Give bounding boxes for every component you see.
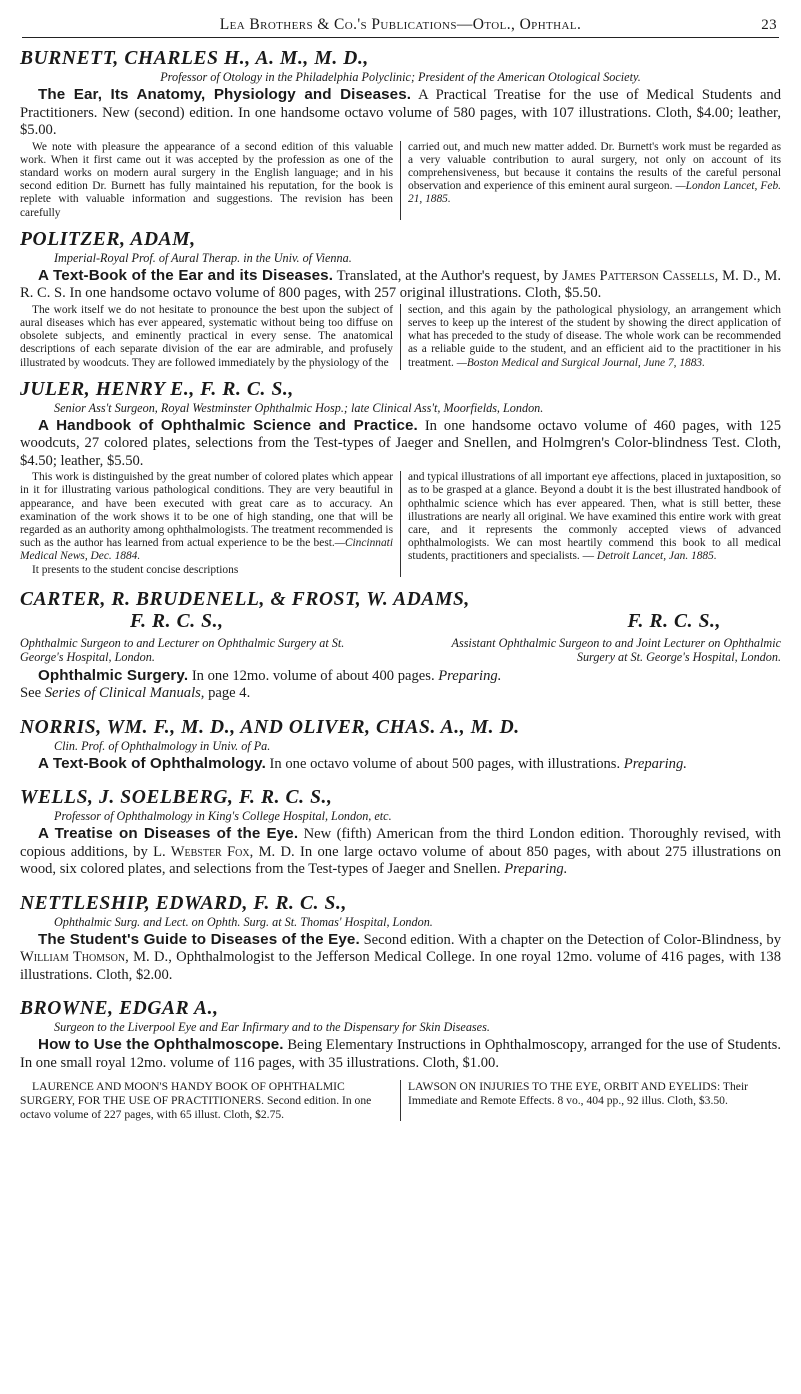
author-name: BURNETT, CHARLES H., A. M., M. D., bbox=[20, 48, 369, 69]
author-name: NETTLESHIP, EDWARD, F. R. C. S., bbox=[20, 892, 347, 914]
book-details: In one 12mo. volume of about 400 pages. bbox=[191, 667, 435, 684]
listing-laurence-moon bbox=[20, 1080, 401, 1121]
review-columns bbox=[20, 471, 781, 577]
book-description bbox=[20, 755, 781, 774]
author-credentials bbox=[20, 636, 781, 665]
reviser-name: L. Webster Fox, bbox=[153, 843, 254, 860]
book-details: In one handsome octavo volume of 460 pages, with 125 woodcuts, 27 colored plates, selections from the Test-types of Jaeger and Snellen, and Holmgren's Color-blindness Test. Cloth, $4.50; leather, $5.50. bbox=[20, 417, 782, 469]
book-details: In one octavo volume of about 500 pages, with illustrations. bbox=[269, 755, 621, 772]
see-also-a: See bbox=[20, 685, 42, 702]
entry-wells bbox=[20, 787, 781, 879]
review-right bbox=[401, 141, 781, 220]
book-details-a: New (fifth) American from the third London edition. Thoroughly revised, with copious additions, by bbox=[20, 826, 781, 860]
book-details-a: Second edition. With a chapter on the Detection of Color-Blindness, by bbox=[363, 931, 781, 948]
book-title: Ophthalmic Surgery. bbox=[38, 666, 189, 684]
author-degrees bbox=[20, 611, 781, 633]
listing-details: Second edition. In one octavo volume of 227 pages, with 65 illust. Cloth, $2.75. bbox=[20, 1093, 372, 1121]
book-title: The Student's Guide to Diseases of the Eye. bbox=[38, 930, 360, 948]
review-left-text: This work is distinguished by the great number of colored plates which appear in it for illustrating various pathological conditions. They are very beautiful in appearance, and have been executed with great care as to accuracy. An examination of the work shows it to be one of high standing, one that will be regarded as an authority among ophthalmologists. The treatment recommended is such as the author has learned from actual experience to be the best. bbox=[20, 471, 393, 550]
book-details: Being Elementary Instructions in Ophthalmoscopy, arranged for the use of Students. In one small royal 12mo. volume of 116 pages, with 35 illustrations. Cloth, $1.00. bbox=[20, 1037, 781, 1071]
listing-details: Their Immediate and Remote Effects. 8 vo., 404 pp., 92 illus. Cloth, $3.50. bbox=[408, 1080, 749, 1107]
publication-status: Preparing. bbox=[623, 755, 687, 772]
author-name: BROWNE, EDGAR A., bbox=[20, 998, 219, 1020]
book-details-b: M. D., M. R. C. S. In one handsome octavo volume of 800 pages, with 257 original illustrations. Cloth, $5.50. bbox=[20, 267, 781, 302]
review-source: —Cincinnati Medical News, Dec. 1884. bbox=[20, 537, 393, 563]
book-description bbox=[20, 825, 781, 879]
credentials-left: Ophthalmic Surgeon to and Lecturer on Ophthalmic Surgery at St. George's Hospital, London. bbox=[20, 635, 345, 665]
author-name: WELLS, J. SOELBERG, F. R. C. S., bbox=[20, 787, 333, 809]
entry-norris-oliver bbox=[20, 717, 781, 774]
running-head bbox=[22, 6, 779, 38]
review-columns bbox=[20, 141, 781, 220]
review-source: Detroit Lancet, Jan. 1885. bbox=[596, 550, 717, 563]
entry-carter-frost bbox=[20, 589, 781, 703]
listing-title: LAWSON ON INJURIES TO THE EYE, ORBIT AND EYELIDS: bbox=[408, 1080, 721, 1094]
book-description bbox=[20, 267, 781, 303]
review-right bbox=[401, 304, 781, 370]
running-title: Lea Brothers & Co.'s Publications—Otol., Ophthal. bbox=[219, 16, 582, 33]
book-description bbox=[20, 86, 781, 140]
see-also-b: page 4. bbox=[208, 685, 251, 702]
entry-politzer bbox=[20, 229, 781, 370]
author-credentials: Ophthalmic Surg. and Lect. on Ophth. Surg. at St. Thomas' Hospital, London. bbox=[54, 914, 433, 929]
author-credentials: Surgeon to the Liverpool Eye and Ear Infirmary and to the Dispensary for Skin Diseases. bbox=[54, 1020, 490, 1035]
degree-left: F. R. C. S., bbox=[130, 610, 224, 632]
page-number: 23 bbox=[761, 17, 777, 33]
book-title: A Text-Book of Ophthalmology. bbox=[38, 754, 266, 772]
book-description bbox=[20, 1036, 781, 1072]
review-right bbox=[401, 471, 781, 577]
catalog-page bbox=[20, 0, 781, 1121]
review-source: —London Lancet, Feb. 21, 1885. bbox=[408, 180, 781, 206]
bottom-listings bbox=[20, 1080, 781, 1121]
book-title: A Text-Book of the Ear and its Diseases. bbox=[38, 266, 334, 284]
publication-status: Preparing. bbox=[504, 861, 568, 878]
contributor-name: William Thomson, bbox=[20, 949, 129, 966]
degree-right: F. R. C. S., bbox=[627, 610, 721, 632]
review-right-text: carried out, and much new matter added. Dr. Burnett's work must be regarded as a very valuable contribution to aural surgery, not only on account of its comprehensiveness, but because it contains the results of the careful personal observation and experience of this eminent aural surgeon. bbox=[408, 140, 781, 193]
author-names: NORRIS, WM. F., M. D., AND OLIVER, CHAS. A., M. D. bbox=[20, 716, 520, 738]
author-credentials: Senior Ass't Surgeon, Royal Westminster Ophthalmic Hosp.; late Clinical Ass't, Moorfields, London. bbox=[54, 400, 544, 415]
book-description bbox=[20, 931, 781, 985]
book-details-a: Translated, at the Author's request, by bbox=[336, 267, 559, 284]
author-credentials: Professor of Otology in the Philadelphia Polyclinic; President of the American Otological Society. bbox=[160, 70, 641, 84]
book-details-b: M. D., Ophthalmologist to the Jefferson Medical College. In one royal 12mo. volume of 416 pages, with 138 illustrations. Cloth, $2.00. bbox=[20, 949, 781, 983]
credentials-right: Assistant Ophthalmic Surgeon to and Joint Lecturer on Ophthalmic Surgery at St. George's Hospital, London. bbox=[451, 635, 781, 665]
review-left bbox=[20, 471, 401, 577]
review-source: —Boston Medical and Surgical Journal, June 7, 1883. bbox=[456, 356, 705, 369]
book-title: A Handbook of Ophthalmic Science and Practice. bbox=[38, 416, 418, 434]
author-name: POLITZER, ADAM, bbox=[20, 228, 196, 250]
review-left-continued: It presents to the student concise descriptions bbox=[32, 563, 239, 576]
book-title: How to Use the Ophthalmoscope. bbox=[38, 1036, 284, 1054]
book-details-b: M. D. In one large octavo volume of about 850 pages, with about 275 illustrations on wood, six colored plates, and selections from the Test-types of Jaeger and Snellen. bbox=[20, 843, 782, 878]
author-credentials: Imperial-Royal Prof. of Aural Therap. in the Univ. of Vienna. bbox=[54, 250, 352, 265]
publication-status: Preparing. bbox=[438, 667, 502, 684]
listing-title: LAURENCE AND MOON'S HANDY BOOK OF OPHTHALMIC SURGERY, FOR THE USE OF PRACTITIONERS. bbox=[20, 1080, 345, 1107]
author-credentials: Clin. Prof. of Ophthalmology in Univ. of Pa. bbox=[54, 738, 271, 753]
listing-lawson bbox=[401, 1080, 781, 1121]
book-title: The Ear, Its Anatomy, Physiology and Diseases. bbox=[38, 86, 412, 103]
book-title: A Treatise on Diseases of the Eye. bbox=[38, 825, 299, 843]
see-also-series: Series of Clinical Manuals, bbox=[44, 685, 205, 702]
book-details: A Practical Treatise for the use of Medical Students and Practitioners. New (second) edition. In one handsome octavo volume of 580 pages, with 107 illustrations. Cloth, $4.00; leather, $5.00. bbox=[20, 87, 782, 138]
author-credentials: Professor of Ophthalmology in King's College Hospital, London, etc. bbox=[54, 809, 392, 824]
author-name: JULER, HENRY E., F. R. C. S., bbox=[20, 378, 294, 400]
review-right-text: and typical illustrations of all important eye affections, placed in juxtaposition, so as to be grasped at a glance. Beyond a doubt it is the best illustrated handbook of ophthalmic science which has ever appeared. Then, what is still better, these illustrations are nearly all original. We have examined this entire work with great care, and it represents the commonly accepted views of advanced ophthalmologists. We can most heartily commend this book to all medical students, practitioners and specialists. — bbox=[408, 471, 781, 563]
entry-burnett bbox=[20, 48, 781, 220]
entry-juler bbox=[20, 379, 781, 577]
entry-browne bbox=[20, 998, 781, 1072]
author-names: CARTER, R. BRUDENELL, & FROST, W. ADAMS, bbox=[20, 588, 470, 610]
review-left: The work itself we do not hesitate to pronounce the best upon the subject of aural diseases which has ever appeared, systematic without being too diffuse on obsolete subjects, and eminently practical in every sense. The anatomical descriptions of each separate division of the ear are admirable, and profusely illustrated by woodcuts. They are followed immediately by the physiology of the bbox=[20, 304, 401, 370]
review-left: We note with pleasure the appearance of a second edition of this valuable work. When it first came out it was accepted by the profession as one of the standard works on modern aural surgery in the English language; and in his second edition Dr. Burnett has fully maintained his reputation, for the book is replete with valuable information and suggestions. The revision has been carefully bbox=[20, 141, 401, 220]
review-columns bbox=[20, 304, 781, 370]
entry-nettleship bbox=[20, 893, 781, 985]
translator-name: James Patterson Cassells, bbox=[562, 267, 719, 284]
book-description bbox=[20, 667, 781, 703]
review-right-text: section, and this again by the pathological physiology, an arrangement which serves to keep up the interest of the student by showing the direct application of what has preceded to the study of disease. The whole work can be recommended as a reliable guide to the student, and an efficient aid to the practitioner in his treatment. bbox=[408, 303, 781, 369]
book-description bbox=[20, 417, 781, 471]
